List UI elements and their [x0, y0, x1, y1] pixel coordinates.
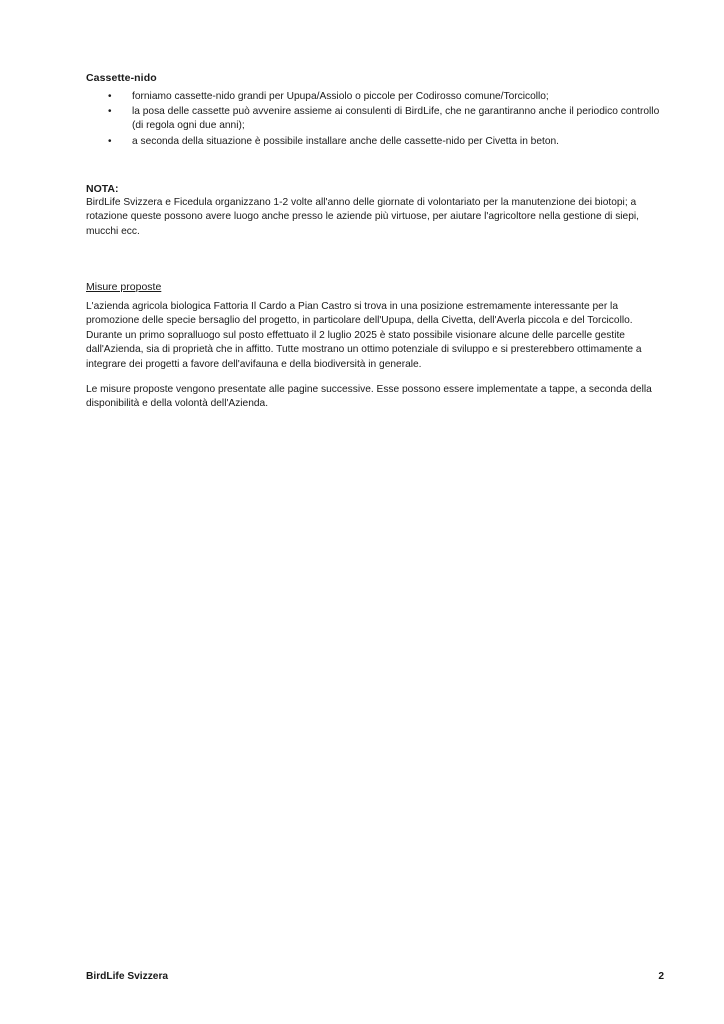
- list-item: • la posa delle cassette può avvenire assieme ai consulenti di BirdLife, che ne garantiranno anche il periodico controllo (di regola ogni due anni);: [86, 105, 666, 133]
- section-heading-cassette-nido: Cassette-nido: [86, 72, 157, 84]
- list-item: • a seconda della situazione è possibile installare anche delle cassette-nido per Civetta in beton.: [86, 135, 666, 149]
- page-footer: [86, 971, 664, 982]
- note-block: [86, 183, 666, 239]
- list-item: • forniamo cassette-nido grandi per Upupa/Assiolo o piccole per Codirosso comune/Torcicollo;: [86, 90, 666, 104]
- page-content: [86, 72, 666, 412]
- measures-title: Misure proposte: [86, 281, 162, 294]
- cassette-nido-bullet-list: [86, 90, 666, 149]
- footer-page-number: 2: [658, 971, 664, 982]
- note-text: BirdLife Svizzera e Ficedula organizzano 1-2 volte all'anno delle giornate di volontariato per la manutenzione dei biotopi; a rotazione queste possono avere luogo anche presso le aziende più virtuose, per aiutare l'agricoltore nella gestione di siepi, mucchi ecc.: [86, 196, 639, 237]
- footer-organization: BirdLife Svizzera: [86, 971, 169, 982]
- measures-block: [86, 281, 666, 412]
- measures-paragraph: Le misure proposte vengono presentate alle pagine successive. Esse possono essere implementate a tappe, a seconda della disponibilità e della volontà dell'Azienda.: [86, 384, 652, 410]
- note-title: NOTA:: [86, 182, 119, 195]
- measures-paragraph: L'azienda agricola biologica Fattoria Il Cardo a Pian Castro si trova in una posizione estremamente interessante per la promozione delle specie bersaglio del progetto, in particolare dell'Upupa, della Civetta, dell'Averla piccola e del Torcicollo. Durante un primo sopralluogo sul posto effettuato il 2 luglio 2025 è stato possibile visionare alcune delle parcelle gestite dall'Azienda, sia di proprietà che in affitto. Tutte mostrano un ottimo potenziale di sviluppo e si presterebbero ottimamente a integrare dei progetti a favore dell'avifauna e della biodiversità in generale.: [86, 301, 642, 370]
